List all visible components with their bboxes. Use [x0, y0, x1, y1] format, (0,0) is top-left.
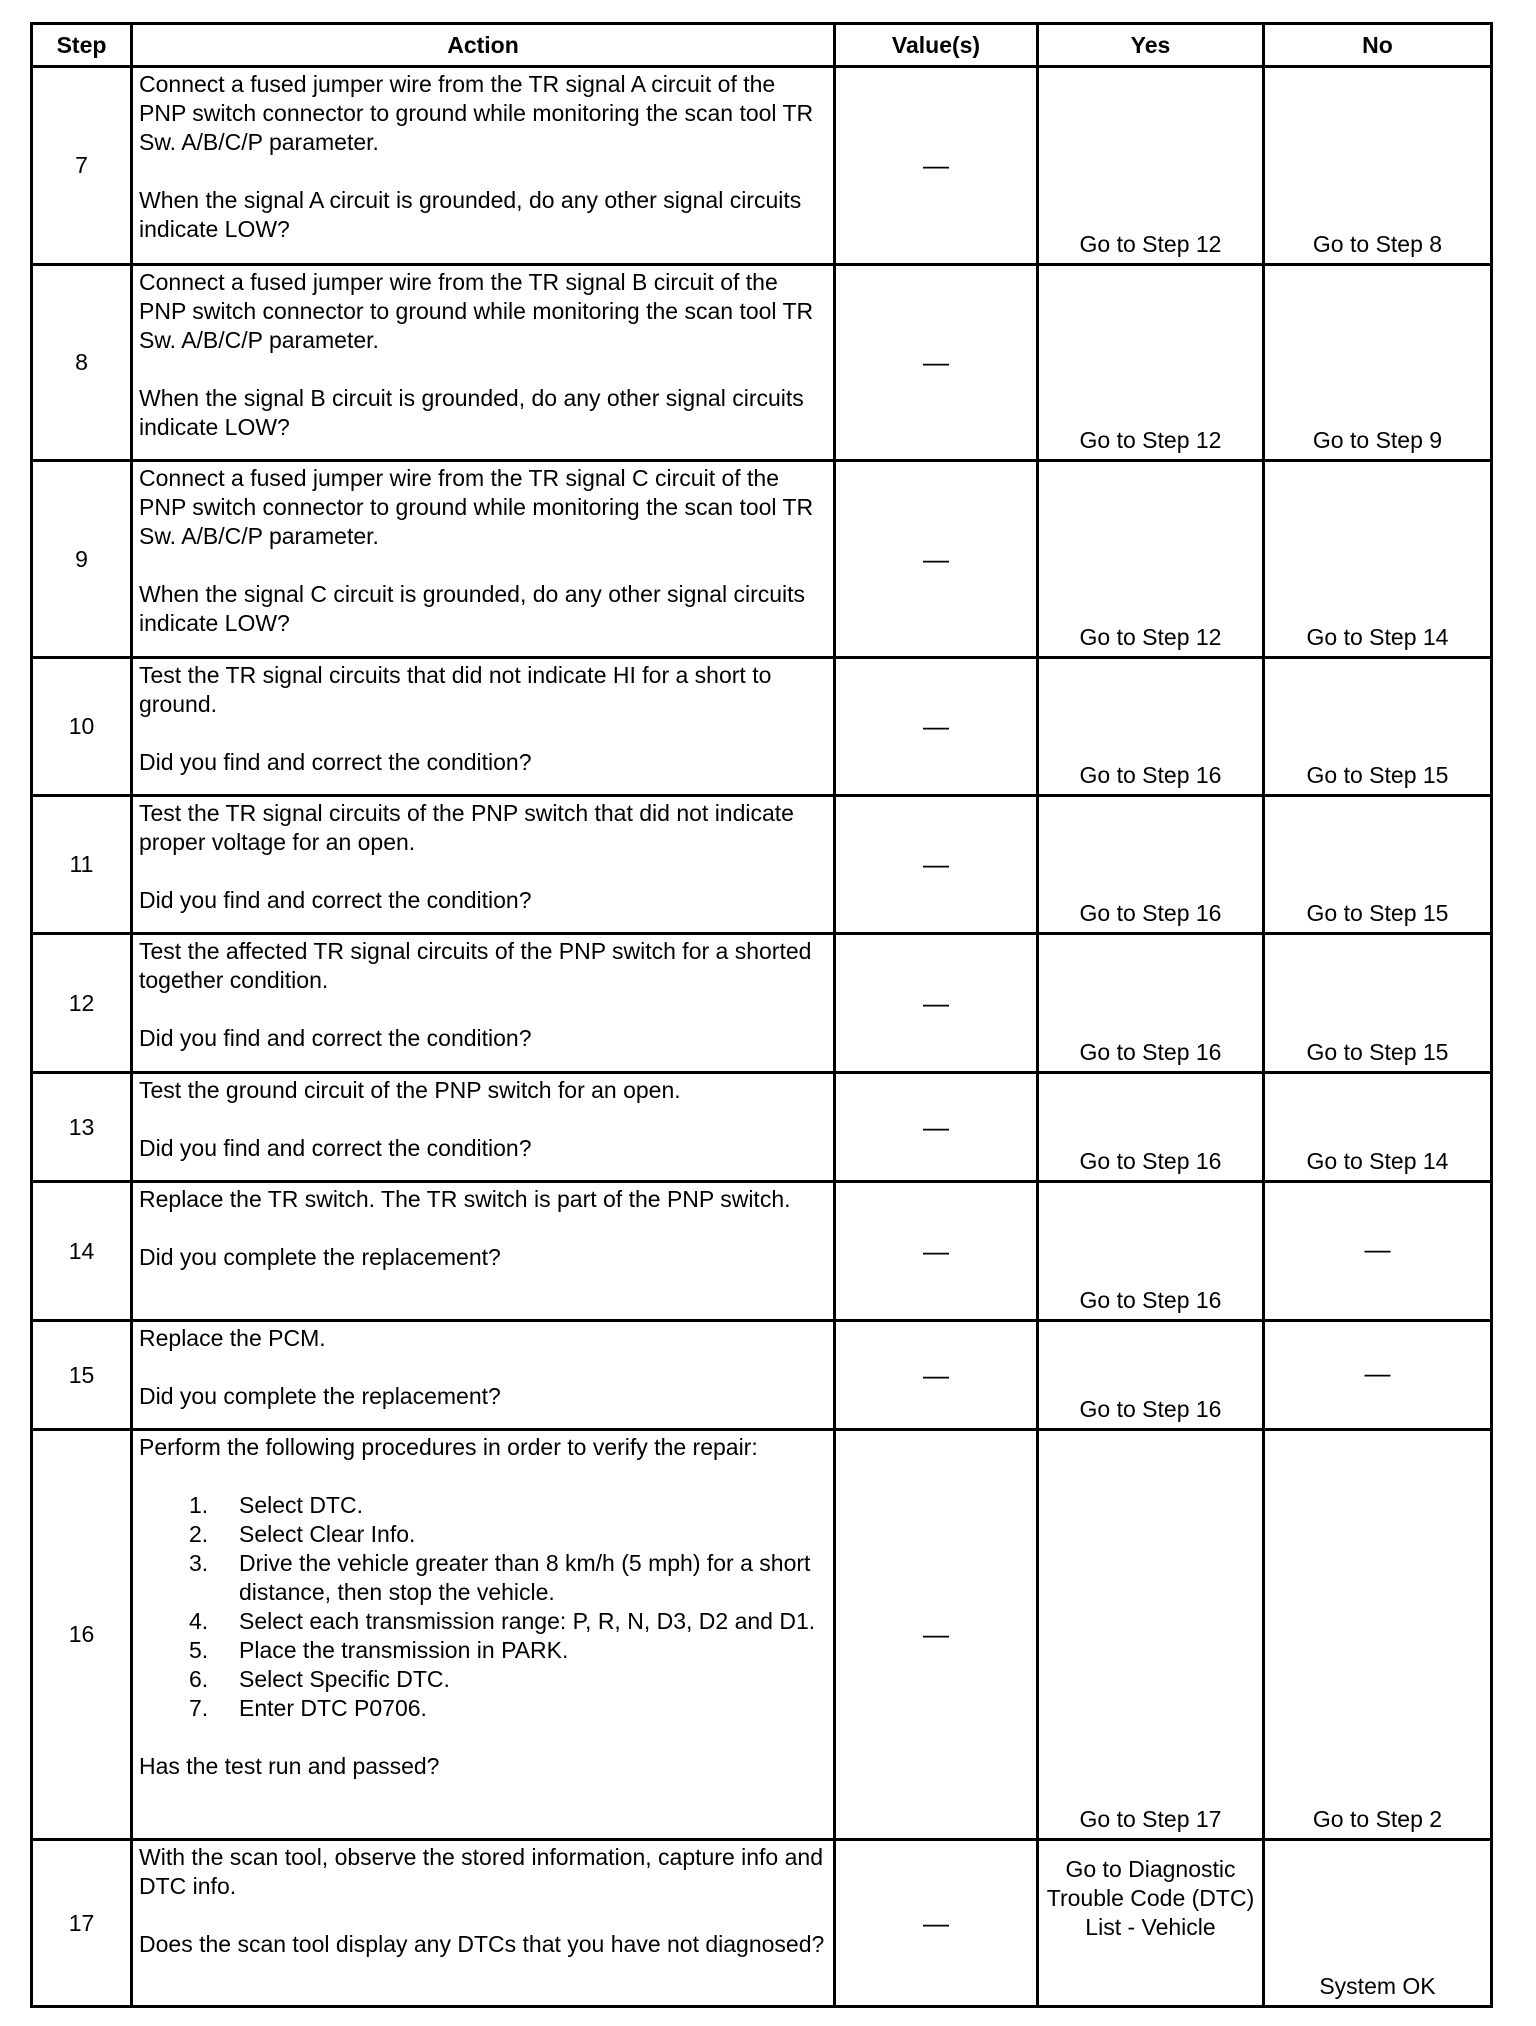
step-number: 15 [32, 1321, 132, 1430]
procedure-item [139, 1520, 827, 1549]
step-number: 13 [32, 1073, 132, 1182]
procedure-item [139, 1491, 827, 1520]
action-question: Did you find and correct the condition? [139, 887, 532, 913]
step-number: 12 [32, 934, 132, 1073]
action-question: When the signal A circuit is grounded, do any other signal circuits indicate LOW? [139, 187, 802, 242]
step-number: 16 [32, 1430, 132, 1840]
step-number: 10 [32, 658, 132, 796]
table-row [32, 1073, 1492, 1182]
table-row [32, 658, 1492, 796]
yes-link[interactable]: Go to Step 16 [1038, 658, 1264, 796]
no-link[interactable]: Go to Step 15 [1264, 796, 1492, 934]
action-cell [132, 1182, 835, 1321]
action-text: With the scan tool, observe the stored information, capture info and DTC info. [139, 1844, 823, 1899]
action-cell [132, 658, 835, 796]
action-question: Did you find and correct the condition? [139, 1025, 532, 1051]
value-cell: — [835, 265, 1038, 461]
diagnostic-table [30, 22, 1493, 2008]
no-value: — [1264, 1321, 1492, 1430]
action-text: Replace the PCM. [139, 1325, 326, 1351]
procedure-number: 6. [189, 1666, 209, 1692]
procedure-text: Select Specific DTC. [239, 1666, 450, 1692]
procedure-number: 1. [189, 1492, 209, 1518]
procedure-number: 2. [189, 1521, 209, 1547]
action-cell [132, 1430, 835, 1840]
no-link[interactable]: Go to Step 15 [1264, 658, 1492, 796]
action-cell [132, 461, 835, 658]
action-text: Test the ground circuit of the PNP switch for an open. [139, 1077, 681, 1103]
table-row [32, 1182, 1492, 1321]
value-cell: — [835, 796, 1038, 934]
yes-link[interactable]: Go to Step 12 [1038, 265, 1264, 461]
no-link[interactable]: Go to Step 8 [1264, 67, 1492, 265]
procedure-text: Select each transmission range: P, R, N, D3, D2 and D1. [239, 1608, 816, 1634]
table-row [32, 1321, 1492, 1430]
action-cell [132, 796, 835, 934]
action-cell [132, 1321, 835, 1430]
step-number: 7 [32, 67, 132, 265]
value-cell: — [835, 461, 1038, 658]
action-text: Perform the following procedures in order to verify the repair: [139, 1434, 758, 1460]
step-number: 17 [32, 1840, 132, 2007]
value-cell: — [835, 658, 1038, 796]
action-question: Did you complete the replacement? [139, 1383, 501, 1409]
procedure-item [139, 1665, 827, 1694]
no-link[interactable]: Go to Step 14 [1264, 461, 1492, 658]
action-text: Test the affected TR signal circuits of the PNP switch for a shorted together condition. [139, 938, 812, 993]
action-text: Test the TR signal circuits that did not indicate HI for a short to ground. [139, 662, 772, 717]
action-cell [132, 1840, 835, 2007]
procedure-list [139, 1491, 827, 1723]
yes-link[interactable]: Go to Step 16 [1038, 796, 1264, 934]
header-values: Value(s) [835, 24, 1038, 67]
table-row [32, 796, 1492, 934]
yes-link[interactable]: Go to Step 12 [1038, 461, 1264, 658]
step-number: 9 [32, 461, 132, 658]
action-text: Connect a fused jumper wire from the TR signal A circuit of the PNP switch connector to ground while monitoring the scan tool TR Sw. A/B/C/P parameter. [139, 71, 814, 155]
procedure-item [139, 1694, 827, 1723]
header-step: Step [32, 24, 132, 67]
action-question: Did you complete the replacement? [139, 1244, 501, 1270]
table-row [32, 461, 1492, 658]
action-cell [132, 67, 835, 265]
action-cell [132, 934, 835, 1073]
header-yes: Yes [1038, 24, 1264, 67]
value-cell: — [835, 1840, 1038, 2007]
yes-link[interactable]: Go to Step 16 [1038, 934, 1264, 1073]
step-number: 11 [32, 796, 132, 934]
value-cell: — [835, 67, 1038, 265]
procedure-text: Select Clear Info. [239, 1521, 416, 1547]
no-link[interactable]: Go to Step 14 [1264, 1073, 1492, 1182]
action-text: Test the TR signal circuits of the PNP switch that did not indicate proper voltage for an open. [139, 800, 794, 855]
no-value: System OK [1264, 1840, 1492, 2007]
yes-link[interactable]: Go to Step 16 [1038, 1073, 1264, 1182]
action-question: Did you find and correct the condition? [139, 749, 532, 775]
yes-link[interactable]: Go to Step 16 [1038, 1321, 1264, 1430]
procedure-text: Place the transmission in PARK. [239, 1637, 569, 1663]
table-header-row [32, 24, 1492, 67]
value-cell: — [835, 1321, 1038, 1430]
action-text: Connect a fused jumper wire from the TR signal B circuit of the PNP switch connector to ground while monitoring the scan tool TR Sw. A/B/C/P parameter. [139, 269, 814, 353]
procedure-number: 3. [189, 1550, 209, 1576]
yes-link[interactable]: Go to Step 16 [1038, 1182, 1264, 1321]
action-question: When the signal C circuit is grounded, do any other signal circuits indicate LOW? [139, 581, 806, 636]
table-row [32, 265, 1492, 461]
procedure-item [139, 1549, 827, 1607]
procedure-text: Select DTC. [239, 1492, 363, 1518]
table-row [32, 934, 1492, 1073]
yes-link[interactable] [1038, 1840, 1264, 2007]
procedure-item [139, 1607, 827, 1636]
value-cell: — [835, 1073, 1038, 1182]
yes-link[interactable]: Go to Step 12 [1038, 67, 1264, 265]
header-no: No [1264, 24, 1492, 67]
value-cell: — [835, 934, 1038, 1073]
header-action: Action [132, 24, 835, 67]
value-cell: — [835, 1430, 1038, 1840]
action-question: When the signal B circuit is grounded, do any other signal circuits indicate LOW? [139, 385, 804, 440]
procedure-number: 4. [189, 1608, 209, 1634]
table-row [32, 67, 1492, 265]
table-row [32, 1840, 1492, 2007]
action-text: Replace the TR switch. The TR switch is part of the PNP switch. [139, 1186, 791, 1212]
action-question: Has the test run and passed? [139, 1753, 440, 1779]
procedure-number: 5. [189, 1637, 209, 1663]
no-value: — [1264, 1182, 1492, 1321]
action-cell [132, 265, 835, 461]
table-row [32, 1430, 1492, 1840]
step-number: 8 [32, 265, 132, 461]
yes-link[interactable]: Go to Step 17 [1038, 1430, 1264, 1840]
procedure-number: 7. [189, 1695, 209, 1721]
yes-link-text[interactable]: Go to Diagnostic Trouble Code (DTC) List - Vehicle [1046, 1856, 1255, 1940]
procedure-item [139, 1636, 827, 1665]
no-link[interactable]: Go to Step 15 [1264, 934, 1492, 1073]
action-question: Does the scan tool display any DTCs that you have not diagnosed? [139, 1931, 825, 1957]
no-link[interactable]: Go to Step 2 [1264, 1430, 1492, 1840]
no-link[interactable]: Go to Step 9 [1264, 265, 1492, 461]
action-question: Did you find and correct the condition? [139, 1135, 532, 1161]
procedure-text: Enter DTC P0706. [239, 1695, 427, 1721]
step-number: 14 [32, 1182, 132, 1321]
action-cell [132, 1073, 835, 1182]
procedure-text: Drive the vehicle greater than 8 km/h (5 mph) for a short distance, then stop the vehicle. [239, 1550, 811, 1605]
value-cell: — [835, 1182, 1038, 1321]
action-text: Connect a fused jumper wire from the TR signal C circuit of the PNP switch connector to ground while monitoring the scan tool TR Sw. A/B/C/P parameter. [139, 465, 814, 549]
